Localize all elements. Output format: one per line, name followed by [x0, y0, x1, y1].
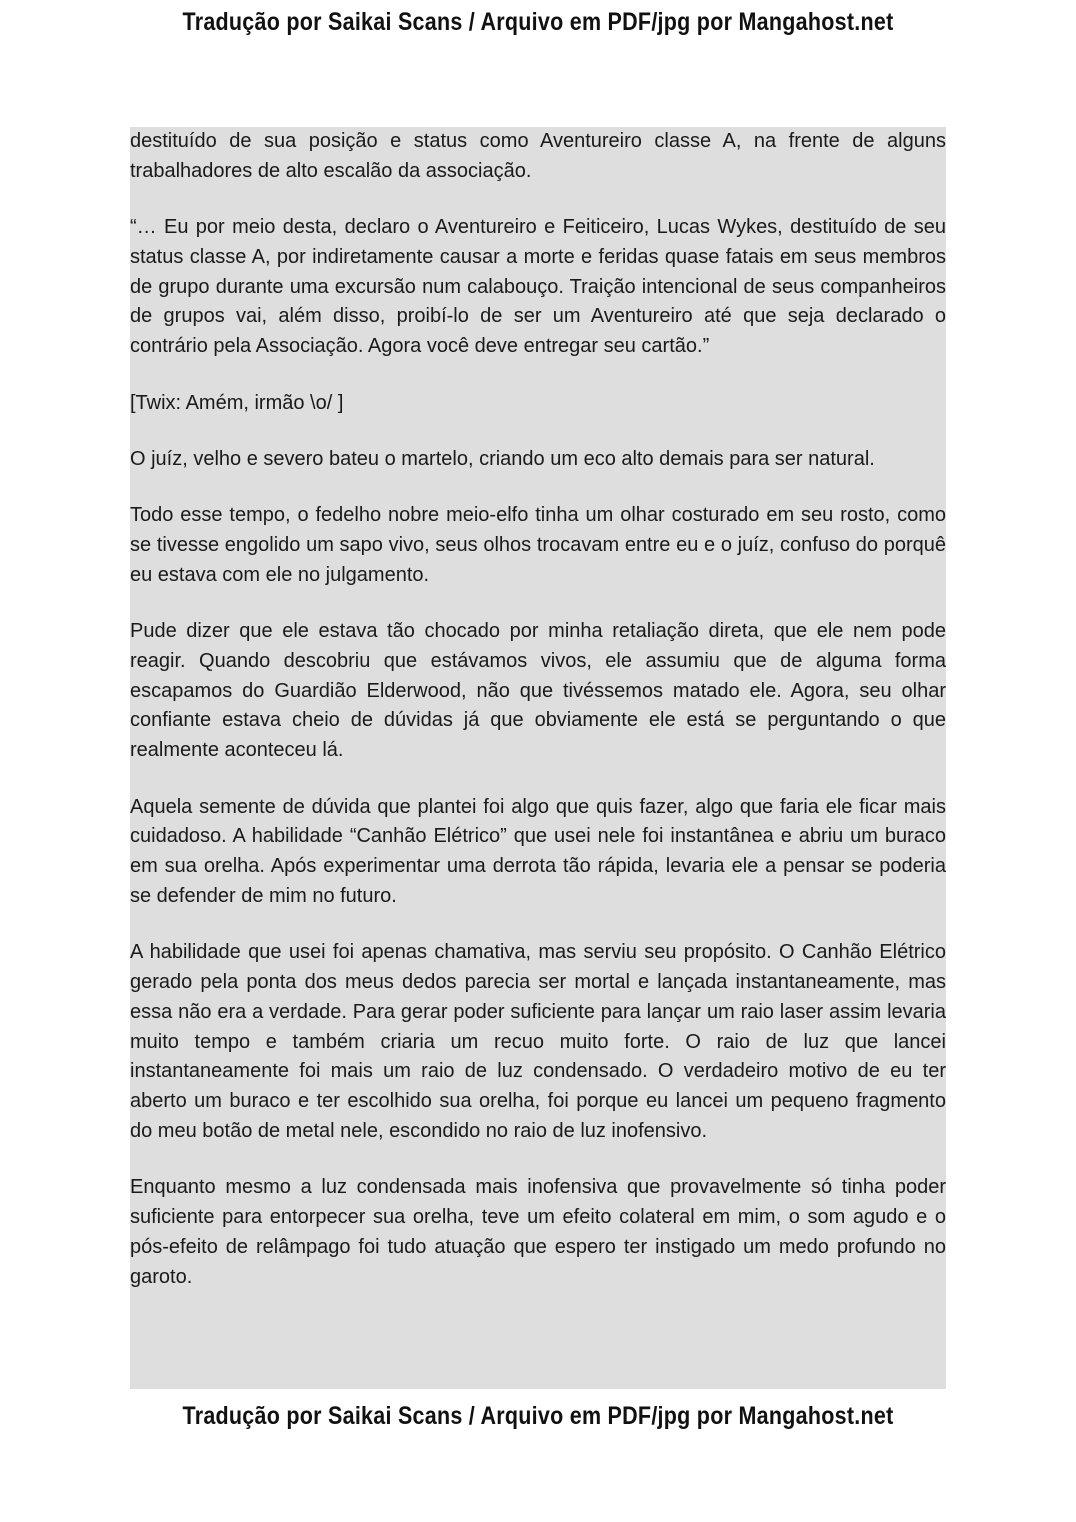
- header-banner: Tradução por Saikai Scans / Arquivo em PDF/jpg por Mangahost.net: [182, 8, 894, 36]
- paragraph: O juíz, velho e severo bateu o martelo, criando um eco alto demais para ser natural.: [130, 447, 875, 470]
- paragraph: Aquela semente de dúvida que plantei foi algo que quis fazer, algo que faria ele ficar mais cuidadoso. A habilidade “Canhão Elétrico” que usei nele foi instantânea e abriu um buraco em sua orelha. Após experimentar uma derrota tão rápida, levaria ele a pensar se poderia se defender de mim no futuro.: [130, 795, 946, 907]
- paragraph: Enquanto mesmo a luz condensada mais inofensiva que provavelmente só tinha poder suficiente para entorpecer sua orelha, teve um efeito colateral em mim, o som agudo e o pós-efeito de relâmpago foi tudo atuação que espero ter instigado um medo profundo no garoto.: [130, 1176, 946, 1288]
- paragraph: Todo esse tempo, o fedelho nobre meio-elfo tinha um olhar costurado em seu rosto, como se tivesse engolido um sapo vivo, seus olhos trocavam entre eu e o juíz, confuso do porquê eu estava com ele no julgamento.: [130, 504, 946, 586]
- paragraph: Pude dizer que ele estava tão chocado por minha retaliação direta, que ele nem pode reagir. Quando descobriu que estávamos vivos, ele assumiu que de alguma forma escapamos do Guardião Elderwood, não que tivéssemos matado ele. Agora, seu olhar confiante estava cheio de dúvidas já que obviamente ele está se perguntando o que realmente aconteceu lá.: [130, 620, 946, 762]
- paragraph: [Twix: Amém, irmão \o/ ]: [130, 391, 344, 414]
- paragraph: “… Eu por meio desta, declaro o Aventureiro e Feiticeiro, Lucas Wykes, destituído de seu status classe A, por indiretamente causar a morte e feridas quase fatais em seus membros de grupo durante uma excursão num calabouço. Traição intencional de seus companheiros de grupos vai, além disso, proibí-lo de ser um Aventureiro até que seja declarado o contrário pela Associação. Agora você deve entregar seu cartão.”: [130, 216, 946, 358]
- paragraph: destituído de sua posição e status como Aventureiro classe A, na frente de alguns trabalhadores de alto escalão da associação.: [130, 130, 946, 182]
- document-body: [130, 127, 946, 1389]
- footer-banner: Tradução por Saikai Scans / Arquivo em PDF/jpg por Mangahost.net: [182, 1402, 894, 1430]
- paragraph: A habilidade que usei foi apenas chamativa, mas serviu seu propósito. O Canhão Elétrico gerado pela ponta dos meus dedos parecia ser mortal e lançada instantaneamente, mas essa não era a verdade. Para gerar poder suficiente para lançar um raio laser assim levaria muito tempo e também criaria um recuo muito forte. O raio de luz que lancei instantaneamente foi mais um raio de luz condensado. O verdadeiro motivo de eu ter aberto um buraco e ter escolhido sua orelha, foi porque eu lancei um pequeno fragmento do meu botão de metal nele, escondido no raio de luz inofensivo.: [130, 941, 946, 1143]
